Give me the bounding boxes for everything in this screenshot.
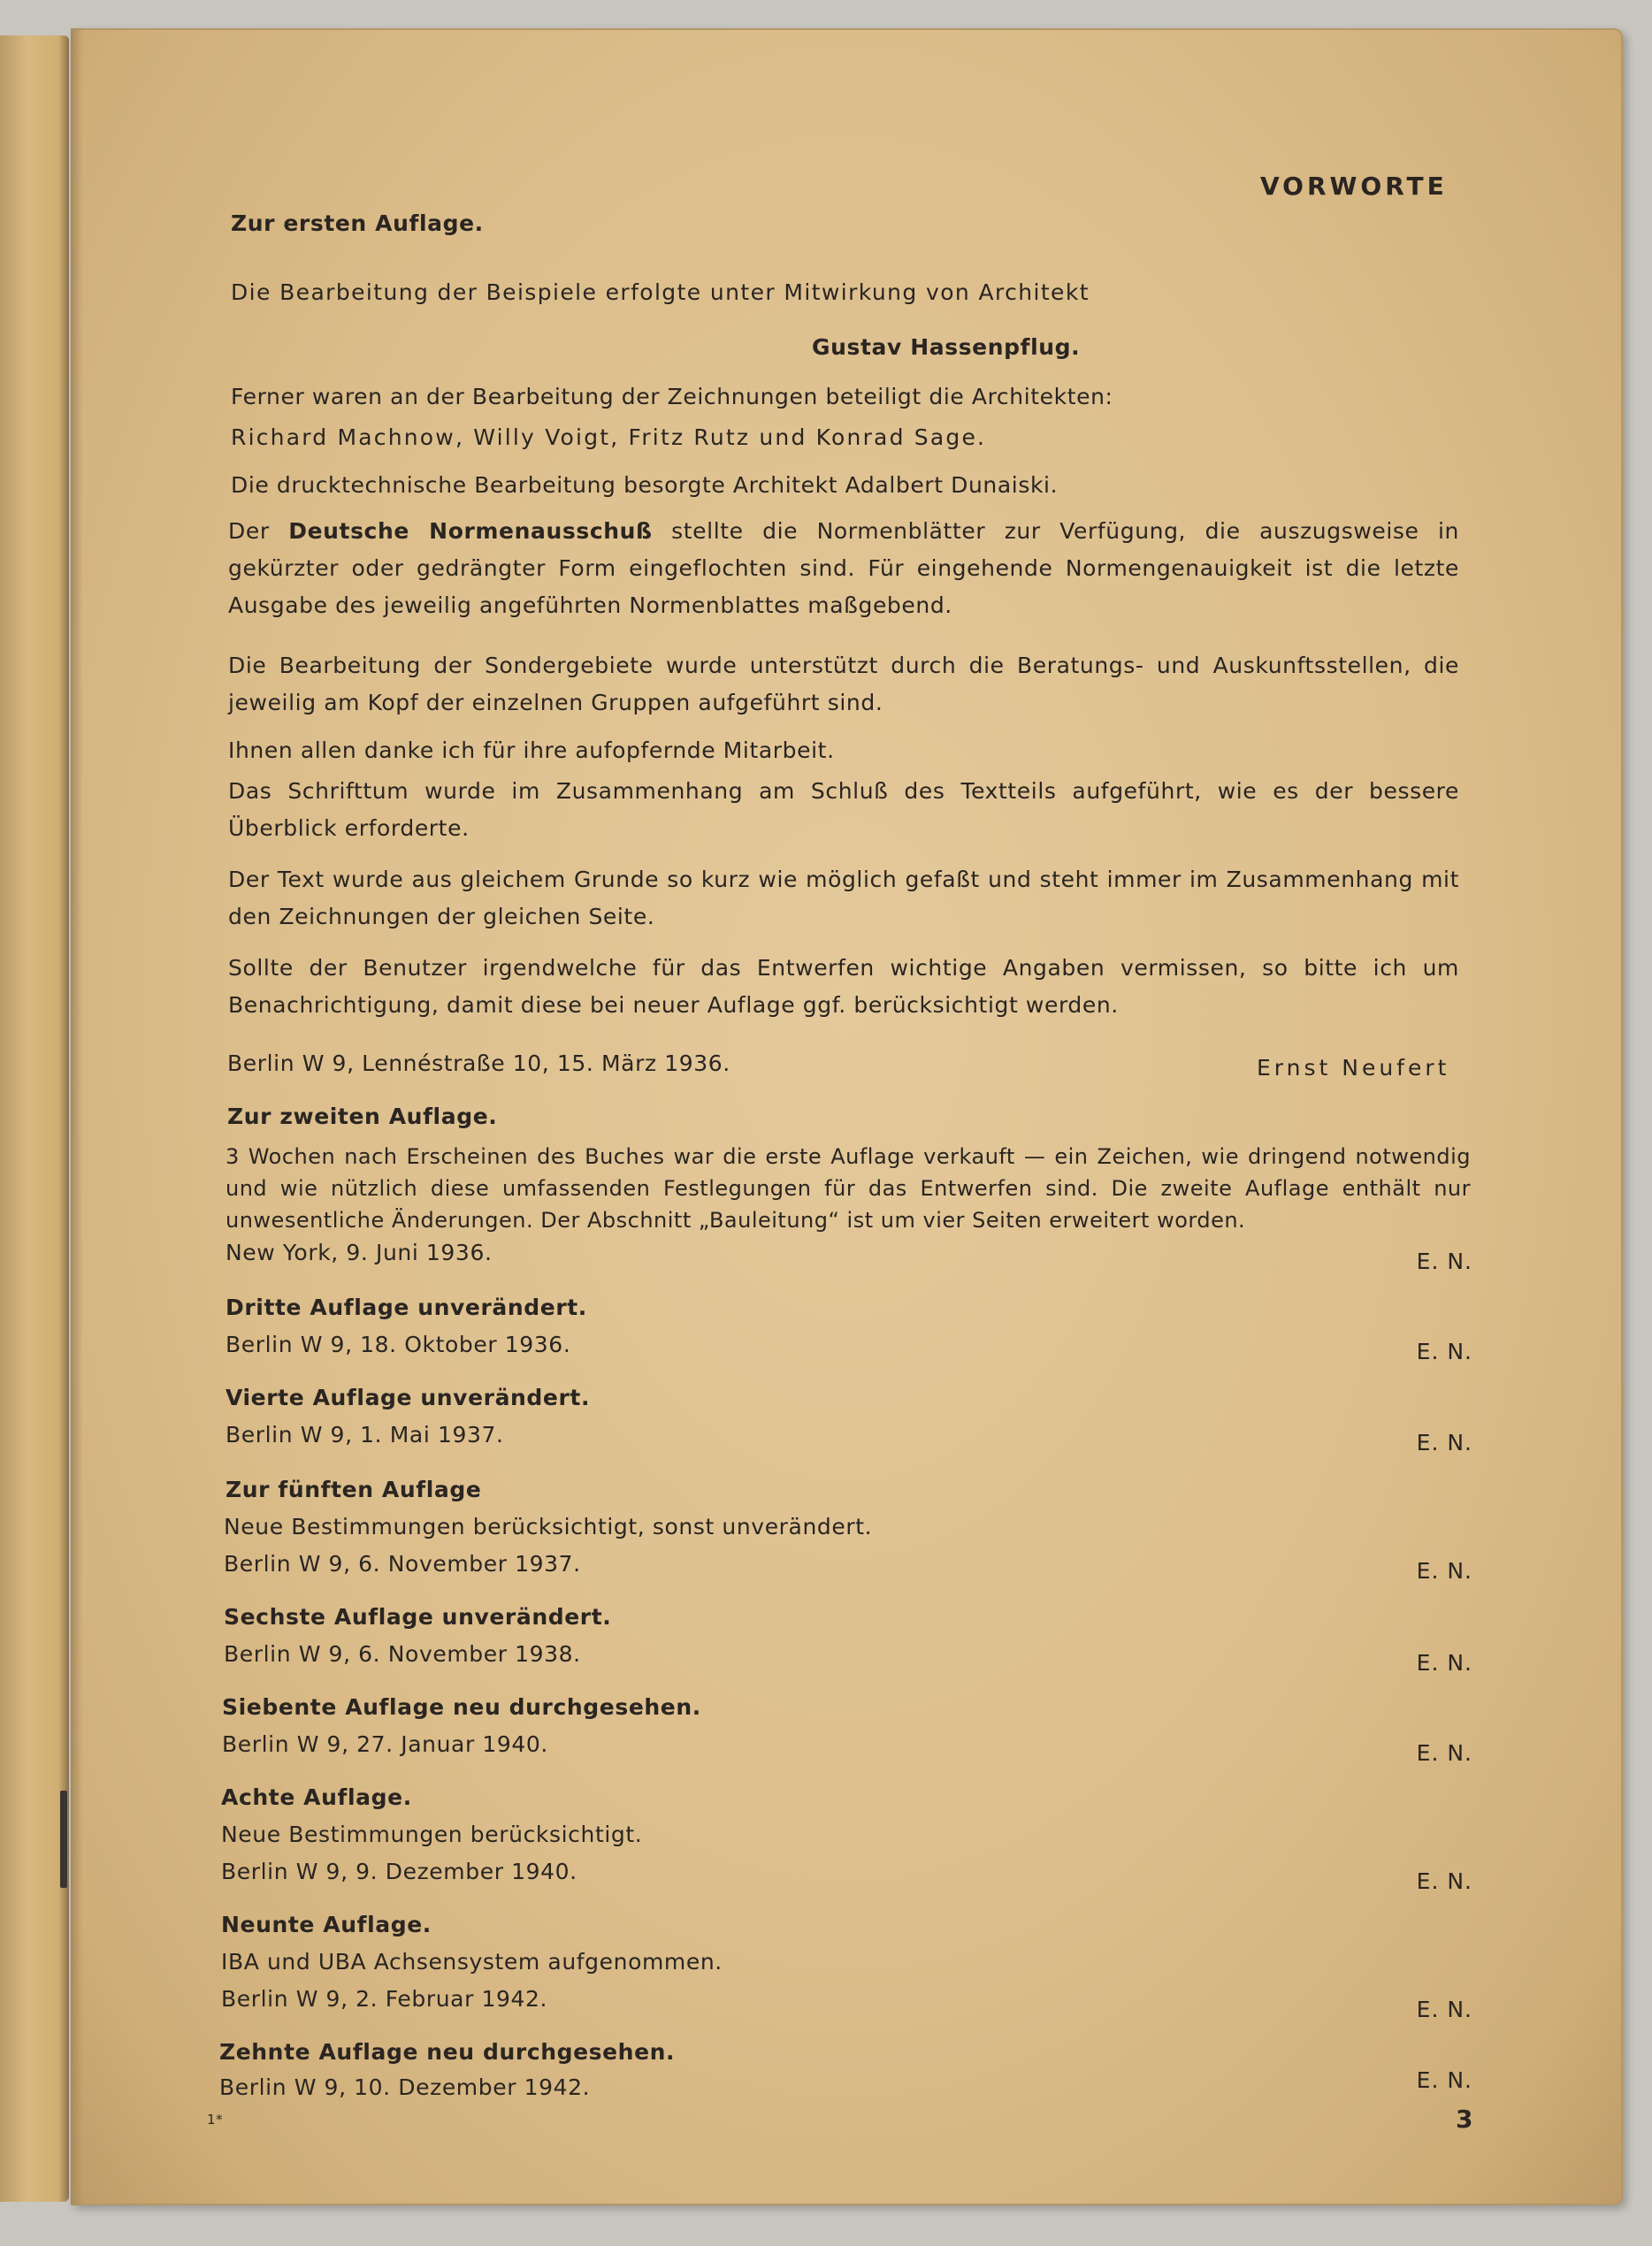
- edition-note: IBA und UBA Achsensystem aufgenommen.: [221, 1949, 723, 1975]
- place-date: Berlin W 9, 9. Dezember 1940.: [221, 1859, 577, 1884]
- author-initials: E. N.: [1416, 1558, 1472, 1584]
- place-date: Berlin W 9, 6. November 1937.: [224, 1551, 581, 1577]
- place-date: Berlin W 9, 6. November 1938.: [224, 1641, 581, 1667]
- standards-committee: Deutsche Normenausschuß: [288, 518, 653, 544]
- author-initials: E. N.: [1416, 1650, 1472, 1676]
- author-initials: E. N.: [1416, 2067, 1472, 2093]
- author-initials: E. N.: [1416, 1868, 1472, 1894]
- first-edition-paragraph: Das Schrifttum wurde im Zusammenhang am Schluß des Textteils aufgeführt, wie es der bessere Überblick erforderte.: [228, 778, 1459, 841]
- author-initials: E. N.: [1416, 1339, 1472, 1364]
- edition-title: Siebente Auflage neu durchgesehen.: [222, 1694, 701, 1720]
- edition-title: Zur fünften Auflage: [226, 1477, 482, 1502]
- signature-mark: 1*: [207, 2112, 224, 2128]
- place-date: Berlin W 9, 1. Mai 1937.: [226, 1422, 504, 1448]
- binding-stitch: [60, 1791, 67, 1888]
- first-edition-paragraph: Der Deutsche Normenausschuß stellte die Normenblätter zur Verfügung, die auszugsweise in gekürzter oder gedrängter Form eingeflochten sind. Für eingehende Normengenauigkeit ist die letzte Ausgabe des jeweilig angeführten Normenblattes maßgebend.: [228, 518, 1459, 618]
- place-date: Berlin W 9, 18. Oktober 1936.: [226, 1332, 571, 1357]
- second-edition-paragraph: 3 Wochen nach Erscheinen des Buches war die erste Auflage verkauft — ein Zeichen, wie dringend notwendig und wie nützlich diese umfassenden Festlegungen für das Entwerfen sind. Die zweite Auflage enthält nur unwesentliche Änderungen. Der Abschnitt „Bauleitung“ ist um vier Seiten erweitert worden.: [226, 1144, 1471, 1233]
- edition-note: Neue Bestimmungen berücksichtigt, sonst unverändert.: [224, 1514, 873, 1539]
- facing-page-edge: [0, 35, 69, 2202]
- edition-title: Zehnte Auflage neu durchgesehen.: [219, 2039, 676, 2065]
- first-edition-title: Zur ersten Auflage.: [231, 210, 484, 236]
- page-heading: VORWORTE: [1260, 172, 1448, 201]
- first-edition-line: Die drucktechnische Bearbeitung besorgte Architekt Adalbert Dunaiski.: [231, 472, 1059, 498]
- edition-title: Vierte Auflage unverändert.: [226, 1385, 591, 1410]
- first-edition-paragraph: Die Bearbeitung der Sondergebiete wurde unterstützt durch die Beratungs- und Auskunftsstellen, die jeweilig am Kopf der einzelnen Gruppen aufgeführt sind.: [228, 653, 1459, 715]
- author-signature: Ernst Neufert: [1257, 1055, 1450, 1081]
- place-date: Berlin W 9, Lennéstraße 10, 15. März 1936.: [227, 1050, 730, 1076]
- edition-title: Achte Auflage.: [221, 1784, 412, 1810]
- first-edition-line: Ferner waren an der Bearbeitung der Zeichnungen beteiligt die Architekten:: [231, 384, 1113, 409]
- place-date: New York, 9. Juni 1936.: [226, 1240, 493, 1265]
- edition-note: Neue Bestimmungen berücksichtigt.: [221, 1822, 643, 1847]
- edition-title: Neunte Auflage.: [221, 1912, 432, 1937]
- first-edition-paragraph: Sollte der Benutzer irgendwelche für das Entwerfen wichtige Angaben vermissen, so bitte ich um Benachrichtigung, damit diese bei neuer Auflage ggf. berücksichtigt werden.: [228, 955, 1459, 1018]
- first-edition-line: Richard Machnow, Willy Voigt, Fritz Rutz und Konrad Sage.: [231, 424, 987, 450]
- first-edition-paragraph: Der Text wurde aus gleichem Grunde so kurz wie möglich gefaßt und steht immer im Zusammenhang mit den Zeichnungen der gleichen Seite.: [228, 867, 1459, 929]
- author-initials: E. N.: [1416, 1430, 1472, 1455]
- edition-title: Dritte Auflage unverändert.: [226, 1295, 587, 1320]
- place-date: Berlin W 9, 2. Februar 1942.: [221, 1986, 548, 2012]
- author-initials: E. N.: [1416, 1249, 1472, 1274]
- place-date: Berlin W 9, 10. Dezember 1942.: [219, 2074, 591, 2100]
- place-date: Berlin W 9, 27. Januar 1940.: [222, 1731, 548, 1757]
- first-edition-paragraph: Ihnen allen danke ich für ihre aufopfernde Mitarbeit.: [228, 737, 835, 763]
- edition-title: Sechste Auflage unverändert.: [224, 1604, 612, 1630]
- second-edition-title: Zur zweiten Auflage.: [227, 1104, 498, 1129]
- author-initials: E. N.: [1416, 1740, 1472, 1766]
- page-number: 3: [1456, 2105, 1474, 2134]
- first-edition-line: Die Bearbeitung der Beispiele erfolgte unter Mitwirkung von Architekt: [231, 279, 1090, 305]
- collaborator-name: Gustav Hassenpflug.: [812, 334, 1081, 360]
- author-initials: E. N.: [1416, 1997, 1472, 2022]
